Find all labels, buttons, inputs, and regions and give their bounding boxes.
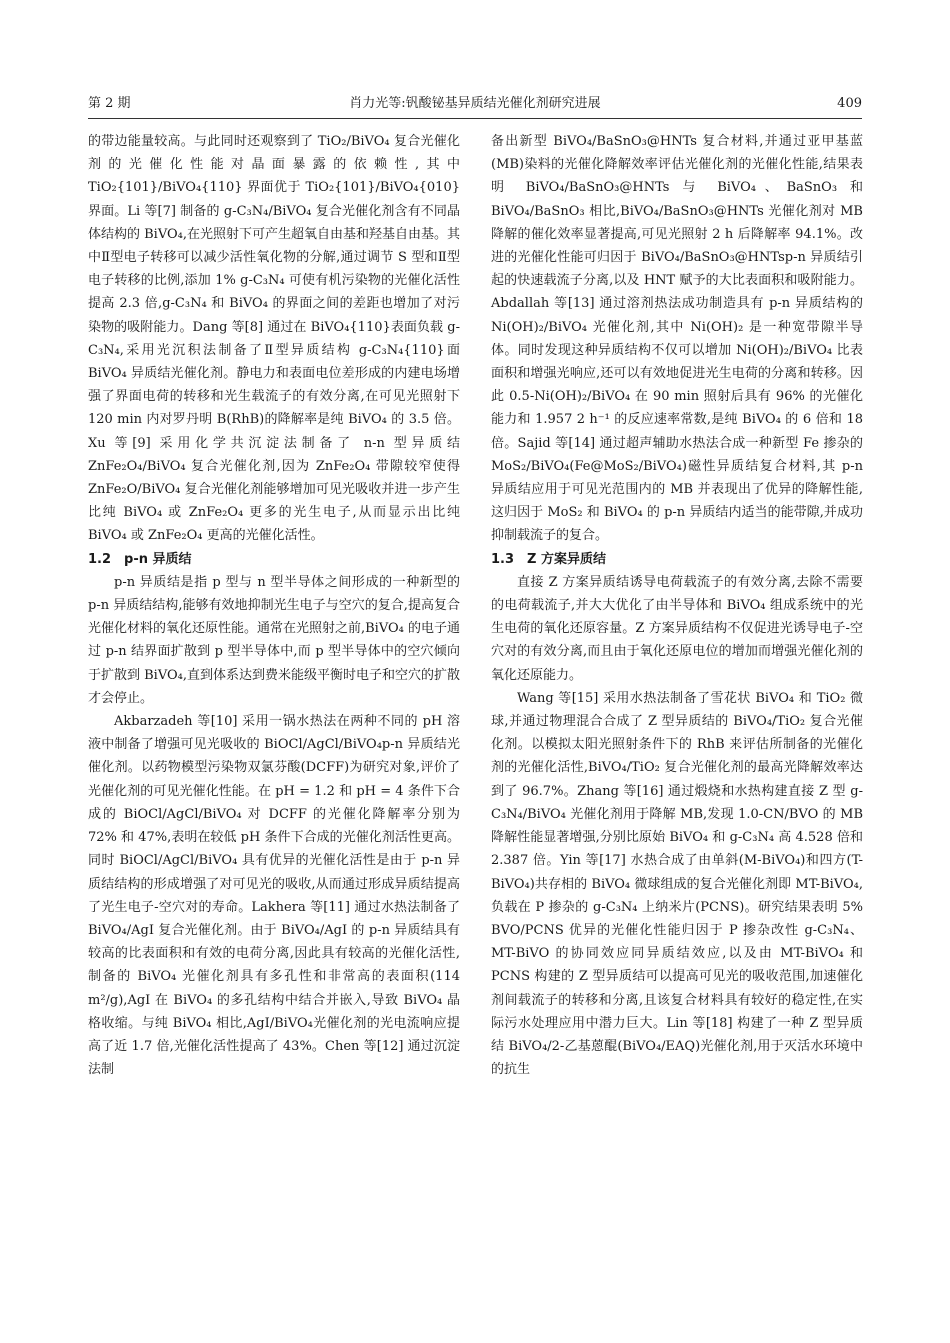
header-rule: [88, 118, 862, 119]
issue-number: 第 2 期: [88, 96, 131, 111]
section-heading-pn: 1.2 p-n 异质结: [88, 551, 192, 567]
paragraph: p-n 异质结是指 p 型与 n 型半导体之间形成的一种新型的 p-n 异质结结构,能够有效地抑制光生电子与空穴的复合,提高复合光催化材料的氧化还原性能。通常在光照射之前,BiVO₄ 的电子通过 p-n 结界面扩散到 p 型半导体中,而 p 型半导体中的空穴倾向于扩散到 BiVO₄,直到体系达到费米能级平衡时电子和空穴的扩散才会停止。: [88, 574, 461, 706]
running-title: 肖力光等:钒酸铋基异质结光催化剂研究进展: [349, 96, 601, 111]
section-heading-z-scheme: 1.3 Z 方案异质结: [491, 551, 606, 567]
running-header: [88, 93, 862, 121]
paragraph-continued: 的带边能量较高。与此同时还观察到了 TiO₂/BiVO₄ 复合光催化剂的光催化性能对晶面暴露的依赖性,其中 TiO₂{101}/BiVO₄{110} 界面优于 TiO₂{101}/BiVO₄{010} 界面。Li 等[7] 制备的 g-C₃N₄/BiVO₄ 复合光催化剂含有不同晶体结构的 BiVO₄,在光照射下可产生超氧自由基和羟基自由基。其中Ⅱ型电子转移可以减少活性氧化物的分解,通过调节 S 型和Ⅱ型电子转移的比例,添加 1% g-C₃N₄ 可使有机污染物的光催化活性提高 2.3 倍,g-C₃N₄ 和 BiVO₄ 的界面之间的差距也增加了对污染物的吸附能力。Dang 等[8] 通过在 BiVO₄{110}表面负载 g-C₃N₄,采用光沉积法制备了Ⅱ型异质结构 g-C₃N₄{110}面 BiVO₄ 异质结光催化剂。静电力和表面电位差形成的内建电场增强了界面电荷的转移和光生载流子的有效分离,在可见光照射下 120 min 内对罗丹明 B(RhB)的降解率是纯 BiVO₄ 的 3.5 倍。Xu 等[9] 采用化学共沉淀法制备了 n-n 型异质结 ZnFe₂O₄/BiVO₄ 复合光催化剂,因为 ZnFe₂O₄ 带隙较窄使得 ZnFe₂O/BiVO₄ 复合光催化剂能够增加可见光吸收并进一步产生比纯 BiVO₄ 或 ZnFe₂O₄ 更多的光生电子,从而显示出比纯 BiVO₄ 或 ZnFe₂O₄ 更高的光催化活性。: [88, 134, 461, 544]
right-column: [491, 130, 863, 1081]
left-column: [88, 130, 460, 1081]
paragraph-continued: 备出新型 BiVO₄/BaSnO₃@HNTs 复合材料,并通过亚甲基蓝(MB)染料的光催化降解效率评估光催化剂的光催化性能,结果表明 BiVO₄/BaSnO₃@HNTs 与 BiVO₄、BaSnO₃ 和 BiVO₄/BaSnO₃ 相比,BiVO₄/BaSnO₃@HNTs 光催化剂对 MB 降解的催化效率显著提高,可见光照射 2 h 后降解率 94.1%。改进的光催化性能可归因于 BiVO₄/BaSnO₃@HNTsp-n 异质结引起的快速载流子分离,以及 HNT 赋予的大比表面积和吸附能力。Abdallah 等[13] 通过溶剂热法成功制造具有 p-n 异质结构的 Ni(OH)₂/BiVO₄ 光催化剂,其中 Ni(OH)₂ 是一种宽带隙半导体。同时发现这种异质结构不仅可以增加 Ni(OH)₂/BiVO₄ 比表面积和增强光响应,还可以有效地促进光生电荷的分离和转移。因此 0.5-Ni(OH)₂/BiVO₄ 在 90 min 照射后具有 96% 的光催化能力和 1.957 2 h⁻¹ 的反应速率常数,是纯 BiVO₄ 的 6 倍和 18 倍。Sajid 等[14] 通过超声辅助水热法合成一种新型 Fe 掺杂的 MoS₂/BiVO₄(Fe@MoS₂/BiVO₄)磁性异质结复合材料,其 p-n 异质结应用于可见光范围内的 MB 并表现出了优异的降解性能,这归因于 MoS₂ 和 BiVO₄ 的 p-n 异质结内适当的能带隙,并成功抑制载流子的复合。: [491, 134, 863, 544]
paragraph: Wang 等[15] 采用水热法制备了雪花状 BiVO₄ 和 TiO₂ 微球,并通过物理混合合成了 Z 型异质结的 BiVO₄/TiO₂ 复合光催化剂。以模拟太阳光照射条件下的 RhB 来评估所制备的光催化剂的光催化活性,BiVO₄/TiO₂ 复合光催化剂的最高光降解效率达到了 96.7%。Zhang 等[16] 通过煅烧和水热构建直接 Z 型 g-C₃N₄/BiVO₄ 光催化剂用于降解 MB,发现 1.0-CN/BVO 的 MB 降解性能显著增强,分别比原始 BiVO₄ 和 g-C₃N₄ 高 4.528 倍和 2.387 倍。Yin 等[17] 水热合成了由单斜(M-BiVO₄)和四方(T-BiVO₄)共存相的 BiVO₄ 微球组成的复合光催化剂即 MT-BiVO₄,负载在 P 掺杂的 g-C₃N₄ 上纳米片(PCNS)。研究结果表明 5% BVO/PCNS 优异的光催化性能归因于 P 掺杂改性 g-C₃N₄、MT-BiVO 的协同效应同异质结效应,以及由 MT-BiVO₄ 和 PCNS 构建的 Z 型异质结可以提高可见光的吸收范围,加速催化剂间载流子的转移和分离,且该复合材料具有较好的稳定性,在实际污水处理应用中潜力巨大。Lin 等[18] 构建了一种 Z 型异质结 BiVO₄/2-乙基蒽醌(BiVO₄/EAQ)光催化剂,用于灭活水环境中的抗生: [491, 690, 863, 1078]
page-number: 409: [837, 96, 862, 111]
paragraph: 直接 Z 方案异质结诱导电荷载流子的有效分离,去除不需要的电荷载流子,并大大优化了由半导体和 BiVO₄ 组成系统中的光生电荷的氧化还原容量。Z 方案异质结构不仅促进光诱导电子-空穴对的有效分离,而且由于氧化还原电位的增加而增强光催化剂的氧化还原能力。: [491, 574, 863, 683]
paragraph: Akbarzadeh 等[10] 采用一锅水热法在两种不同的 pH 溶液中制备了增强可见光吸收的 BiOCl/AgCl/BiVO₄p-n 异质结光催化剂。以药物模型污染物双氯芬酸(DCFF)为研究对象,评价了光催化剂的可见光催化性能。在 pH = 1.2 和 pH = 4 条件下合成的 BiOCl/AgCl/BiVO₄ 对 DCFF 的光催化降解率分别为 72% 和 47%,表明在较低 pH 条件下合成的光催化剂活性更高。同时 BiOCl/AgCl/BiVO₄ 具有优异的光催化活性是由于 p-n 异质结结构的形成增强了对可见光的吸收,从而通过形成异质结提高了光生电子-空穴对的寿命。Lakhera 等[11] 通过水热法制备了 BiVO₄/AgI 复合光催化剂。由于 BiVO₄/AgI 的 p-n 异质结具有较高的比表面积和有效的电荷分离,因此具有较高的光催化活性,制备的 BiVO₄ 光催化剂具有多孔性和非常高的表面积(114 m²/g),AgI 在 BiVO₄ 的多孔结构中结合并嵌入,导致 BiVO₄ 晶格收缩。与纯 BiVO₄ 相比,AgI/BiVO₄光催化剂的光电流响应提高了近 1.7 倍,光催化活性提高了 43%。Chen 等[12] 通过沉淀法制: [88, 714, 460, 1078]
